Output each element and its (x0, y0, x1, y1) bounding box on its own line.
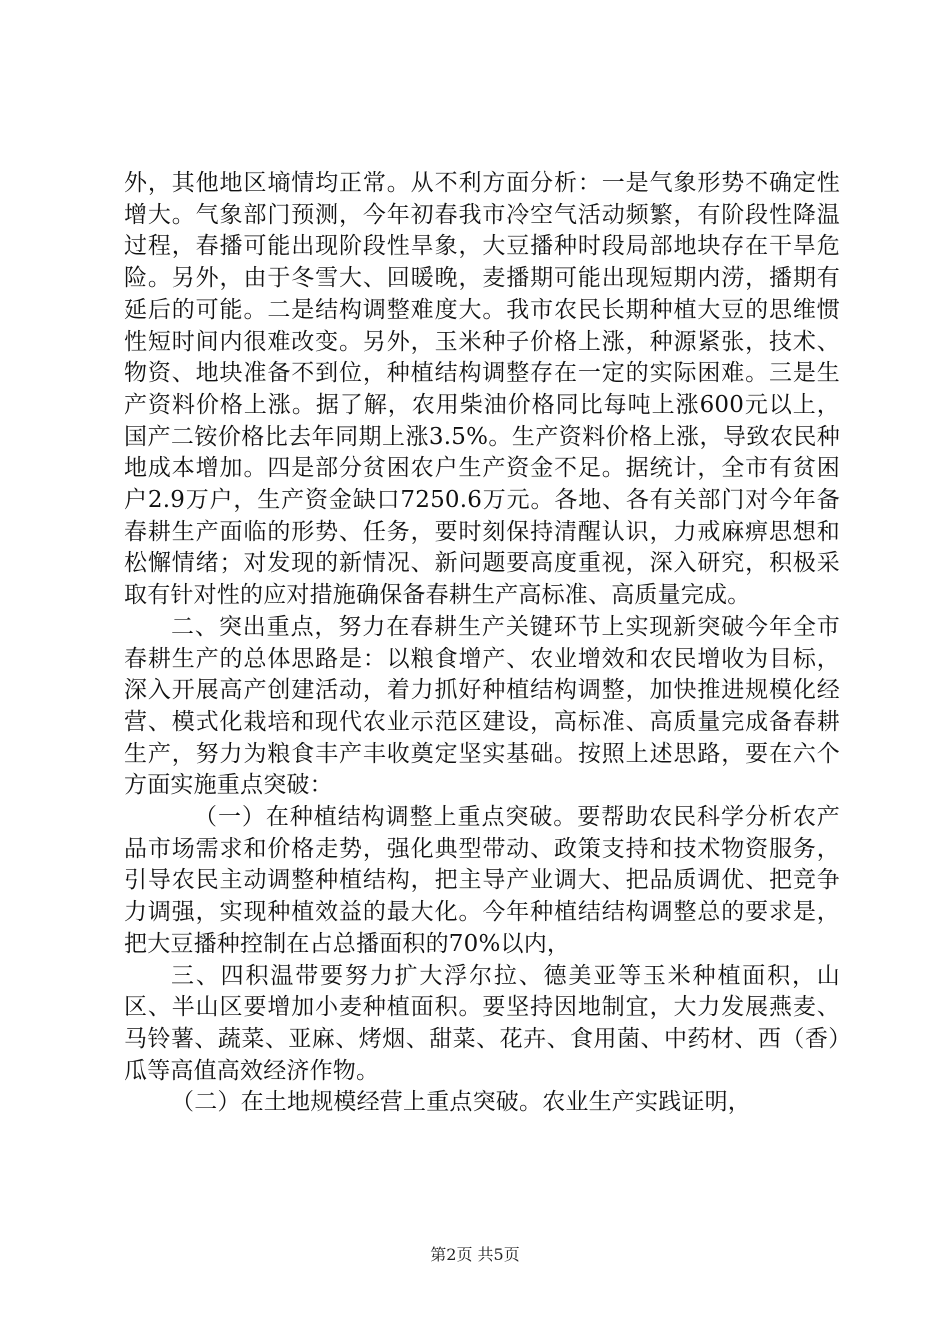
paragraph-planting-structure: （一）在种植结构调整上重点突破。要帮助农民科学分析农产品市场需求和价格走势，强化典型带动、政策支持和技术物资服务，引导农民主动调整种植结构，把主导产业调大、把品质调优、把竞争力调强，实现种植效益的最大化。今年种植结结构调整总的要求是，把大豆播种控制在占总播面积的70%以内， (124, 804, 840, 957)
paragraph-temperature-zones: 三、四积温带要努力扩大浮尔拉、德美亚等玉米种植面积，山区、半山区要增加小麦种植面积。要坚持因地制宜，大力发展燕麦、马铃薯、蔬菜、亚麻、烤烟、甜菜、花卉、食用菌、中药材、西（香）瓜等高值高效经济作物。 (124, 962, 840, 1084)
paragraph-risk-analysis: 外，其他地区墒情均正常。从不利方面分析：一是气象形势不确定性增大。气象部门预测，今年初春我市冷空气活动频繁，有阶段性降温过程，春播可能出现阶段性旱象，大豆播种时段局部地块存在干旱危险。另外，由于冬雪大、回暖晚，麦播期可能出现短期内涝，播期有延后的可能。二是结构调整难度大。我市农民长期种植大豆的思维惯性短时间内很难改变。另外，玉米种子价格上涨，种源紧张，技术、物资、地块准备不到位，种植结构调整存在一定的实际困难。三是生产资料价格上涨。据了解，农用柴油价格同比每吨上涨600元以上，国产二铵价格比去年同期上涨3.5%。生产资料价格上涨，导致农民种地成本增加。四是部分贫困农户生产资金不足。据统计，全市有贫困户2.9万户，生产资金缺口7250.6万元。各地、各有关部门对今年备春耕生产面临的形势、任务，要时刻保持清醒认识，力戒麻痹思想和松懈情绪；对发现的新情况、新问题要高度重视，深入研究，积极采取有针对性的应对措施确保备春耕生产高标准、高质量完成。 (124, 170, 840, 609)
document-body (124, 168, 840, 1119)
page-number-footer: 第2页 共5页 (430, 1245, 520, 1264)
paragraph-land-scale: （二）在土地规模经营上重点突破。农业生产实践证明， (171, 1089, 751, 1116)
paragraph-section-two: 二、突出重点，努力在春耕生产关键环节上实现新突破今年全市春耕生产的总体思路是：以粮食增产、农业增效和农民增收为目标，深入开展高产创建活动，着力抓好种植结构调整，加快推进规模化经营、模式化栽培和现代农业示范区建设，高标准、高质量完成备春耕生产，努力为粮食丰产丰收奠定坚实基础。按照上述思路，要在六个方面实施重点突破： (124, 613, 840, 799)
